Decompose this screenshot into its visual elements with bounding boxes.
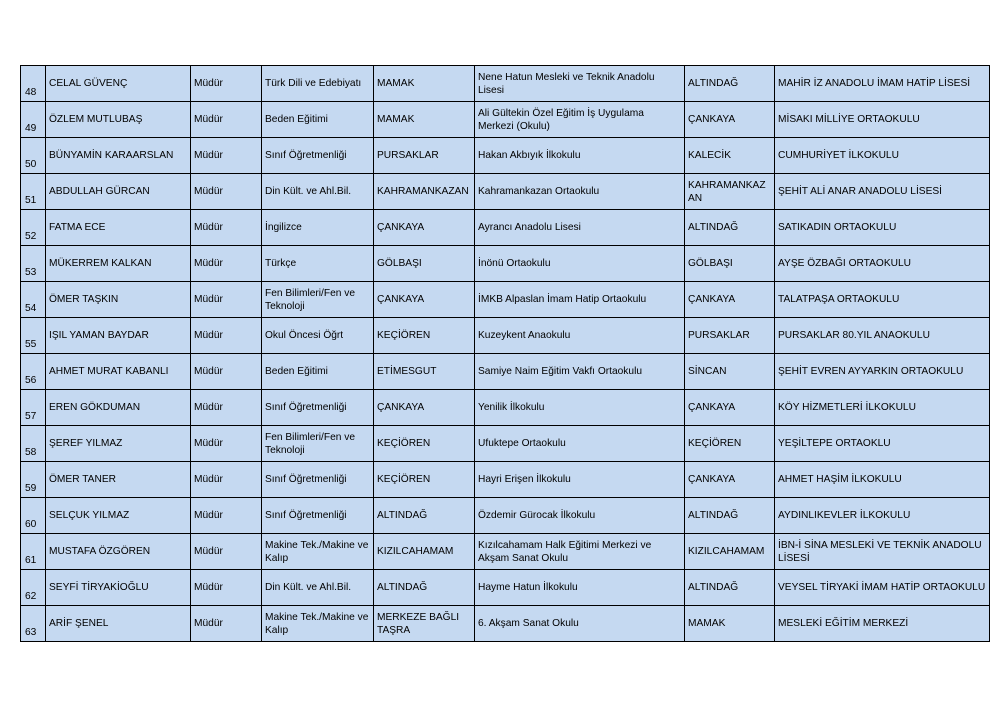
title-cell: Müdür (191, 210, 262, 246)
table-row (21, 210, 990, 246)
title-cell: Müdür (191, 102, 262, 138)
name-cell: SEYFİ TİRYAKİOĞLU (46, 570, 191, 606)
school-cell: Nene Hatun Mesleki ve Teknik Anadolu Lisesi (475, 66, 685, 102)
branch-cell: Okul Öncesi Öğrt (262, 318, 374, 354)
new-district-cell: ALTINDAĞ (685, 570, 775, 606)
new-district-cell: ALTINDAĞ (685, 210, 775, 246)
table-body (21, 66, 990, 642)
row-number-cell: 58 (21, 426, 46, 462)
row-number-cell: 48 (21, 66, 46, 102)
title-cell: Müdür (191, 174, 262, 210)
branch-cell: Makine Tek./Makine ve Kalıp (262, 534, 374, 570)
district-cell: ÇANKAYA (374, 390, 475, 426)
table-row (21, 138, 990, 174)
new-district-cell: ÇANKAYA (685, 282, 775, 318)
school-cell: Yenilik İlkokulu (475, 390, 685, 426)
new-school-cell: MESLEKİ EĞİTİM MERKEZİ (775, 606, 990, 642)
branch-cell: Din Kült. ve Ahl.Bil. (262, 174, 374, 210)
branch-cell: Fen Bilimleri/Fen ve Teknoloji (262, 282, 374, 318)
branch-cell: Türkçe (262, 246, 374, 282)
school-cell: Kızılcahamam Halk Eğitimi Merkezi ve Akşam Sanat Okulu (475, 534, 685, 570)
new-school-cell: MİSAKI MİLLİYE ORTAOKULU (775, 102, 990, 138)
school-cell: Kahramankazan Ortaokulu (475, 174, 685, 210)
new-school-cell: İBN-İ SİNA MESLEKİ VE TEKNİK ANADOLU LİSESİ (775, 534, 990, 570)
name-cell: ÖZLEM MUTLUBAŞ (46, 102, 191, 138)
row-number-cell: 52 (21, 210, 46, 246)
table-row (21, 498, 990, 534)
table-row (21, 102, 990, 138)
new-district-cell: ALTINDAĞ (685, 66, 775, 102)
district-cell: ÇANKAYA (374, 210, 475, 246)
school-cell: Hayme Hatun İlkokulu (475, 570, 685, 606)
table-row (21, 426, 990, 462)
table-row (21, 534, 990, 570)
school-cell: Kuzeykent Anaokulu (475, 318, 685, 354)
row-number-cell: 59 (21, 462, 46, 498)
name-cell: CELAL GÜVENÇ (46, 66, 191, 102)
title-cell: Müdür (191, 66, 262, 102)
title-cell: Müdür (191, 570, 262, 606)
table-row (21, 246, 990, 282)
branch-cell: Sınıf Öğretmenliği (262, 138, 374, 174)
new-school-cell: KÖY HİZMETLERİ İLKOKULU (775, 390, 990, 426)
title-cell: Müdür (191, 534, 262, 570)
name-cell: ABDULLAH GÜRCAN (46, 174, 191, 210)
row-number-cell: 54 (21, 282, 46, 318)
row-number-cell: 53 (21, 246, 46, 282)
new-school-cell: VEYSEL TİRYAKİ İMAM HATİP ORTAOKULU (775, 570, 990, 606)
assignment-table (20, 65, 990, 642)
table-row (21, 390, 990, 426)
school-cell: İMKB Alpaslan İmam Hatip Ortaokulu (475, 282, 685, 318)
school-cell: Ayrancı Anadolu Lisesi (475, 210, 685, 246)
school-cell: Hayri Erişen İlkokulu (475, 462, 685, 498)
new-school-cell: AYŞE ÖZBAĞI ORTAOKULU (775, 246, 990, 282)
title-cell: Müdür (191, 282, 262, 318)
district-cell: ALTINDAĞ (374, 570, 475, 606)
new-district-cell: KEÇİÖREN (685, 426, 775, 462)
name-cell: ÖMER TAŞKIN (46, 282, 191, 318)
school-cell: Hakan Akbıyık İlkokulu (475, 138, 685, 174)
new-district-cell: KIZILCAHAMAM (685, 534, 775, 570)
new-district-cell: GÖLBAŞI (685, 246, 775, 282)
title-cell: Müdür (191, 318, 262, 354)
district-cell: KAHRAMANKAZAN (374, 174, 475, 210)
table-row (21, 354, 990, 390)
district-cell: ALTINDAĞ (374, 498, 475, 534)
new-school-cell: ŞEHİT EVREN AYYARKIN ORTAOKULU (775, 354, 990, 390)
branch-cell: Sınıf Öğretmenliği (262, 390, 374, 426)
title-cell: Müdür (191, 354, 262, 390)
new-school-cell: AYDINLIKEVLER İLKOKULU (775, 498, 990, 534)
row-number-cell: 49 (21, 102, 46, 138)
table-row (21, 66, 990, 102)
document-page (20, 65, 989, 642)
new-district-cell: SİNCAN (685, 354, 775, 390)
branch-cell: İngilizce (262, 210, 374, 246)
new-district-cell: PURSAKLAR (685, 318, 775, 354)
new-district-cell: MAMAK (685, 606, 775, 642)
name-cell: FATMA ECE (46, 210, 191, 246)
name-cell: ÖMER TANER (46, 462, 191, 498)
branch-cell: Sınıf Öğretmenliği (262, 462, 374, 498)
table-row (21, 174, 990, 210)
name-cell: ŞEREF YILMAZ (46, 426, 191, 462)
row-number-cell: 61 (21, 534, 46, 570)
new-district-cell: ÇANKAYA (685, 390, 775, 426)
new-district-cell: ÇANKAYA (685, 102, 775, 138)
new-school-cell: TALATPAŞA ORTAOKULU (775, 282, 990, 318)
name-cell: IŞIL YAMAN BAYDAR (46, 318, 191, 354)
row-number-cell: 57 (21, 390, 46, 426)
district-cell: PURSAKLAR (374, 138, 475, 174)
title-cell: Müdür (191, 390, 262, 426)
row-number-cell: 62 (21, 570, 46, 606)
name-cell: MÜKERREM KALKAN (46, 246, 191, 282)
new-school-cell: ŞEHİT ALİ ANAR ANADOLU LİSESİ (775, 174, 990, 210)
new-district-cell: ÇANKAYA (685, 462, 775, 498)
new-school-cell: PURSAKLAR 80.YIL ANAOKULU (775, 318, 990, 354)
name-cell: BÜNYAMİN KARAARSLAN (46, 138, 191, 174)
new-district-cell: KAHRAMANKAZAN (685, 174, 775, 210)
name-cell: MUSTAFA ÖZGÖREN (46, 534, 191, 570)
district-cell: KIZILCAHAMAM (374, 534, 475, 570)
school-cell: İnönü Ortaokulu (475, 246, 685, 282)
branch-cell: Türk Dili ve Edebiyatı (262, 66, 374, 102)
table-row (21, 606, 990, 642)
district-cell: GÖLBAŞI (374, 246, 475, 282)
district-cell: MAMAK (374, 102, 475, 138)
branch-cell: Din Kült. ve Ahl.Bil. (262, 570, 374, 606)
district-cell: ETİMESGUT (374, 354, 475, 390)
row-number-cell: 56 (21, 354, 46, 390)
district-cell: KEÇİÖREN (374, 426, 475, 462)
row-number-cell: 60 (21, 498, 46, 534)
school-cell: Samiye Naim Eğitim Vakfı Ortaokulu (475, 354, 685, 390)
row-number-cell: 63 (21, 606, 46, 642)
title-cell: Müdür (191, 246, 262, 282)
new-school-cell: SATIKADIN ORTAOKULU (775, 210, 990, 246)
branch-cell: Makine Tek./Makine ve Kalıp (262, 606, 374, 642)
row-number-cell: 50 (21, 138, 46, 174)
table-row (21, 282, 990, 318)
district-cell: KEÇİÖREN (374, 318, 475, 354)
table-row (21, 462, 990, 498)
title-cell: Müdür (191, 498, 262, 534)
branch-cell: Beden Eğitimi (262, 354, 374, 390)
branch-cell: Sınıf Öğretmenliği (262, 498, 374, 534)
school-cell: Ali Gültekin Özel Eğitim İş Uygulama Merkezi (Okulu) (475, 102, 685, 138)
district-cell: ÇANKAYA (374, 282, 475, 318)
new-school-cell: YEŞİLTEPE ORTAOKLU (775, 426, 990, 462)
table-row (21, 570, 990, 606)
name-cell: ARİF ŞENEL (46, 606, 191, 642)
district-cell: MAMAK (374, 66, 475, 102)
table-row (21, 318, 990, 354)
branch-cell: Fen Bilimleri/Fen ve Teknoloji (262, 426, 374, 462)
new-school-cell: MAHİR İZ ANADOLU İMAM HATİP LİSESİ (775, 66, 990, 102)
new-district-cell: ALTINDAĞ (685, 498, 775, 534)
new-district-cell: KALECİK (685, 138, 775, 174)
title-cell: Müdür (191, 138, 262, 174)
title-cell: Müdür (191, 462, 262, 498)
branch-cell: Beden Eğitimi (262, 102, 374, 138)
name-cell: EREN GÖKDUMAN (46, 390, 191, 426)
name-cell: AHMET MURAT KABANLI (46, 354, 191, 390)
title-cell: Müdür (191, 426, 262, 462)
name-cell: SELÇUK YILMAZ (46, 498, 191, 534)
district-cell: KEÇİÖREN (374, 462, 475, 498)
title-cell: Müdür (191, 606, 262, 642)
school-cell: Özdemir Gürocak İlkokulu (475, 498, 685, 534)
district-cell: MERKEZE BAĞLI TAŞRA (374, 606, 475, 642)
school-cell: 6. Akşam Sanat Okulu (475, 606, 685, 642)
new-school-cell: CUMHURİYET İLKOKULU (775, 138, 990, 174)
new-school-cell: AHMET HAŞİM İLKOKULU (775, 462, 990, 498)
school-cell: Ufuktepe Ortaokulu (475, 426, 685, 462)
row-number-cell: 55 (21, 318, 46, 354)
row-number-cell: 51 (21, 174, 46, 210)
